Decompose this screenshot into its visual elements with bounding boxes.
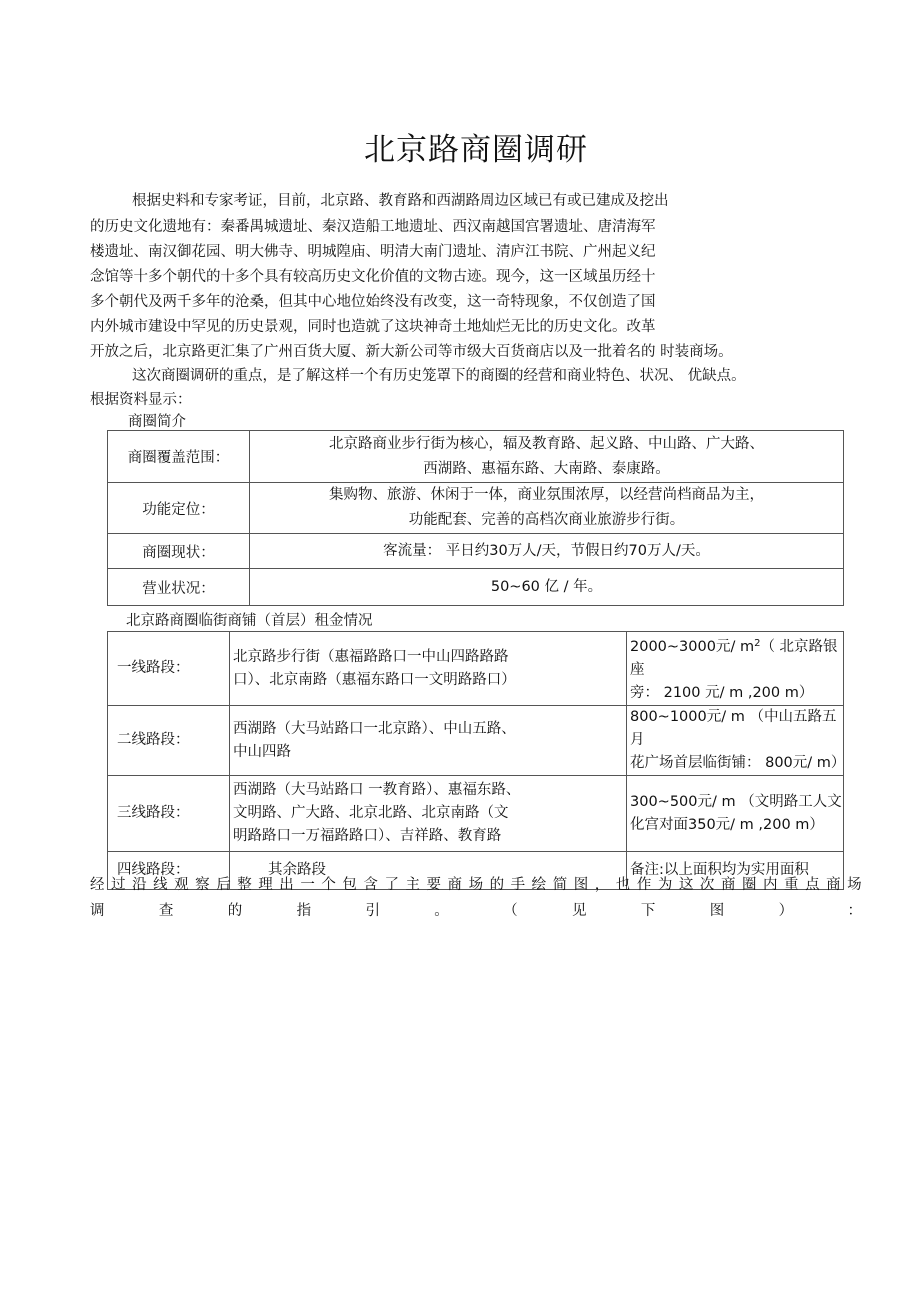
overview-value-line: 北京路商业步行街为核心，辐及教育路、起义路、中山路、广大路、 bbox=[329, 435, 764, 452]
overview-value-cell bbox=[250, 483, 844, 534]
overview-key-cell: 功能定位： bbox=[108, 483, 250, 534]
table-row bbox=[108, 431, 844, 483]
overview-key-cell: 营业状况： bbox=[108, 569, 250, 606]
closing-char: 次 bbox=[699, 877, 715, 893]
closing-char: 点 bbox=[805, 877, 820, 893]
closing-char: 查 bbox=[158, 903, 174, 919]
overview-value-line: 功能配套、完善的高档次商业旅游步行街。 bbox=[408, 512, 685, 528]
closing-char: 见 bbox=[572, 903, 587, 919]
closing-char: 的 bbox=[227, 903, 243, 919]
closing-char: 图 bbox=[573, 877, 589, 893]
rent-price-rest: （ 北京路银座 bbox=[630, 639, 838, 678]
overview-value-line: 西湖路、惠福东路、大南路、泰康路。 bbox=[423, 460, 670, 477]
closing-char: 场 bbox=[468, 877, 484, 893]
closing-char: 主 bbox=[405, 877, 420, 893]
rent-roads-cell bbox=[230, 632, 627, 706]
rent-price-line: 300~500元/ m （文明路工人文 bbox=[630, 793, 842, 810]
closing-char: 沿 bbox=[132, 877, 147, 893]
closing-char: 商 bbox=[826, 877, 841, 893]
closing-char: 图 bbox=[709, 903, 725, 919]
rent-price-cell bbox=[627, 776, 844, 852]
rent-price-line: 花广场首层临街铺： 800元/ m） bbox=[630, 755, 846, 771]
closing-char: 观 bbox=[174, 877, 189, 893]
closing-char: 过 bbox=[111, 877, 126, 893]
rent-roads-cell bbox=[230, 776, 627, 852]
rent-roads-cell bbox=[230, 706, 627, 776]
intro-line-2: 的历史文化遗地有：秦番禺城遗址、秦汉造船工地遗址、西汉南越国宫署遗址、唐清海军 bbox=[90, 219, 656, 235]
rent-price-cell bbox=[627, 706, 844, 776]
rent-roads-line: 西湖路（大马站路口一北京路）、中山五路、 bbox=[233, 720, 516, 737]
closing-char: 。 bbox=[434, 903, 449, 919]
intro-line-7: 开放之后，北京路更汇集了广州百货大厦、新大新公司等市级大百货商店以及一批着名的 时装商场。 bbox=[90, 344, 733, 360]
rent-segment-cell: 三线路段： bbox=[108, 776, 230, 852]
closing-char: 作 bbox=[636, 877, 652, 893]
closing-char: 一 bbox=[300, 877, 315, 893]
rent-price-superscript: 2 bbox=[754, 638, 761, 649]
closing-char: 的 bbox=[489, 877, 505, 893]
intro-line-8: 这次商圈调研的重点，是了解这样一个有历史笼罩下的商圈的经营和商业特色、状况、 优缺点。 bbox=[132, 368, 746, 384]
table-row bbox=[108, 706, 844, 776]
table-row bbox=[108, 569, 844, 606]
intro-line-5: 多个朝代及两千多年的沧桑，但其中心地位始终没有改变，这一奇特现象，不仅创造了国 bbox=[90, 294, 656, 310]
closing-char: 经 bbox=[90, 877, 105, 893]
closing-char: 后 bbox=[216, 877, 231, 893]
closing-char: 引 bbox=[365, 903, 380, 919]
closing-char: 为 bbox=[657, 877, 673, 893]
closing-char: 个 bbox=[321, 877, 336, 893]
overview-key-cell: 商圈现状： bbox=[108, 534, 250, 569]
table-row bbox=[108, 483, 844, 534]
closing-char: 线 bbox=[153, 877, 168, 893]
table-row bbox=[108, 632, 844, 706]
closing-char: 绘 bbox=[531, 877, 547, 893]
closing-char: 手 bbox=[510, 877, 526, 893]
page-title: 北京路商圈调研 bbox=[364, 132, 588, 168]
rent-roads-line: 中山四路 bbox=[233, 743, 291, 760]
rent-roads-line: 文明路、广大路、北京北路、北京南路（文 bbox=[233, 805, 509, 821]
rent-price-line: 800~1000元/ m （中山五路五月 bbox=[630, 709, 837, 748]
rent-price-cell bbox=[627, 632, 844, 706]
overview-table bbox=[107, 430, 844, 606]
closing-line-1 bbox=[90, 875, 862, 895]
intro-line-4: 念馆等十多个朝代的十多个具有较高历史文化价值的文物古迹。现今，这一区域虽历经十 bbox=[90, 269, 656, 285]
closing-char: ） bbox=[778, 903, 794, 919]
overview-value-cell bbox=[250, 431, 844, 483]
closing-char: 出 bbox=[279, 877, 294, 893]
closing-char: 场 bbox=[847, 877, 862, 893]
closing-char: 重 bbox=[784, 877, 799, 893]
rent-roads-line: 西湖路（大马站路口 一教育路）、惠福东路、 bbox=[233, 782, 521, 798]
overview-value-cell bbox=[250, 569, 844, 606]
overview-value-line: 集购物、旅游、休闲于一体，商业氛围浓厚，以经营尚档商品为主， bbox=[329, 487, 764, 503]
overview-key-cell: 商圈覆盖范围： bbox=[108, 431, 250, 483]
table-row bbox=[108, 534, 844, 569]
rent-price-line: 化宫对面350元/ m ,200 m） bbox=[630, 816, 824, 833]
section-heading-overview: 商圈简介 bbox=[128, 414, 186, 430]
overview-value-cell bbox=[250, 534, 844, 569]
closing-char: 调 bbox=[90, 903, 105, 919]
overview-value-line: 50~60 亿 / 年。 bbox=[490, 578, 603, 595]
rent-note-line: 备注:以上面积均为实用面积 bbox=[630, 862, 809, 878]
rent-roads-line: 其余路段 bbox=[268, 862, 326, 878]
closing-char: （ bbox=[503, 903, 518, 919]
closing-char: 内 bbox=[763, 877, 778, 893]
rent-table bbox=[107, 631, 844, 890]
closing-char: 整 bbox=[237, 877, 252, 893]
closing-line-2 bbox=[90, 901, 862, 921]
intro-line-3: 楼遗址、南汉御花园、明大佛寺、明城隍庙、明清大南门遗址、清庐江书院、广州起义纪 bbox=[90, 244, 656, 260]
closing-char: 圈 bbox=[741, 877, 757, 893]
rent-roads-line: 明路路口一万福路路口）、吉祥路、教育路 bbox=[233, 828, 502, 844]
rent-roads-line: 口）、北京南路（惠福东路口一文明路路口） bbox=[233, 671, 516, 688]
intro-line-1: 根据史料和专家考证，目前，北京路、教育路和西湖路周边区域已有或已建成及挖出 bbox=[132, 193, 669, 209]
closing-char: 包 bbox=[342, 877, 357, 893]
overview-value-line: 客流量： 平日约30万人/天，节假日约70万人/天。 bbox=[383, 542, 710, 559]
closing-char: ， bbox=[594, 877, 610, 893]
closing-char: 察 bbox=[195, 877, 210, 893]
closing-char: 也 bbox=[615, 877, 631, 893]
closing-char: 这 bbox=[678, 877, 694, 893]
table-row bbox=[108, 776, 844, 852]
closing-char: 了 bbox=[384, 877, 399, 893]
closing-char: 商 bbox=[447, 877, 463, 893]
intro-line-9: 根据资料显示： bbox=[90, 392, 192, 408]
closing-char: 下 bbox=[640, 903, 656, 919]
rent-segment-cell: 四线路段： bbox=[108, 852, 230, 890]
rent-price-line: 旁： 2100 元/ m ,200 m） bbox=[630, 685, 814, 701]
rent-price-main: 2000~3000元/ m bbox=[630, 639, 755, 655]
closing-char: 要 bbox=[426, 877, 441, 893]
closing-char: 含 bbox=[363, 877, 378, 893]
rent-price-line bbox=[630, 632, 843, 682]
closing-char: 理 bbox=[258, 877, 273, 893]
section-heading-rent: 北京路商圈临街商铺（首层）租金情况 bbox=[126, 613, 373, 629]
intro-line-6: 内外城市建设中罕见的历史景观，同时也造就了这块神奇土地灿烂无比的历史文化。改革 bbox=[90, 319, 656, 335]
rent-segment-cell: 一线路段： bbox=[108, 632, 230, 706]
closing-char: ： bbox=[847, 903, 862, 919]
closing-char: 简 bbox=[552, 877, 568, 893]
closing-char: 指 bbox=[296, 903, 312, 919]
rent-segment-cell: 二线路段： bbox=[108, 706, 230, 776]
rent-roads-line: 北京路步行街（惠福路路口一中山四路路路 bbox=[233, 648, 509, 665]
closing-char: 商 bbox=[720, 877, 736, 893]
